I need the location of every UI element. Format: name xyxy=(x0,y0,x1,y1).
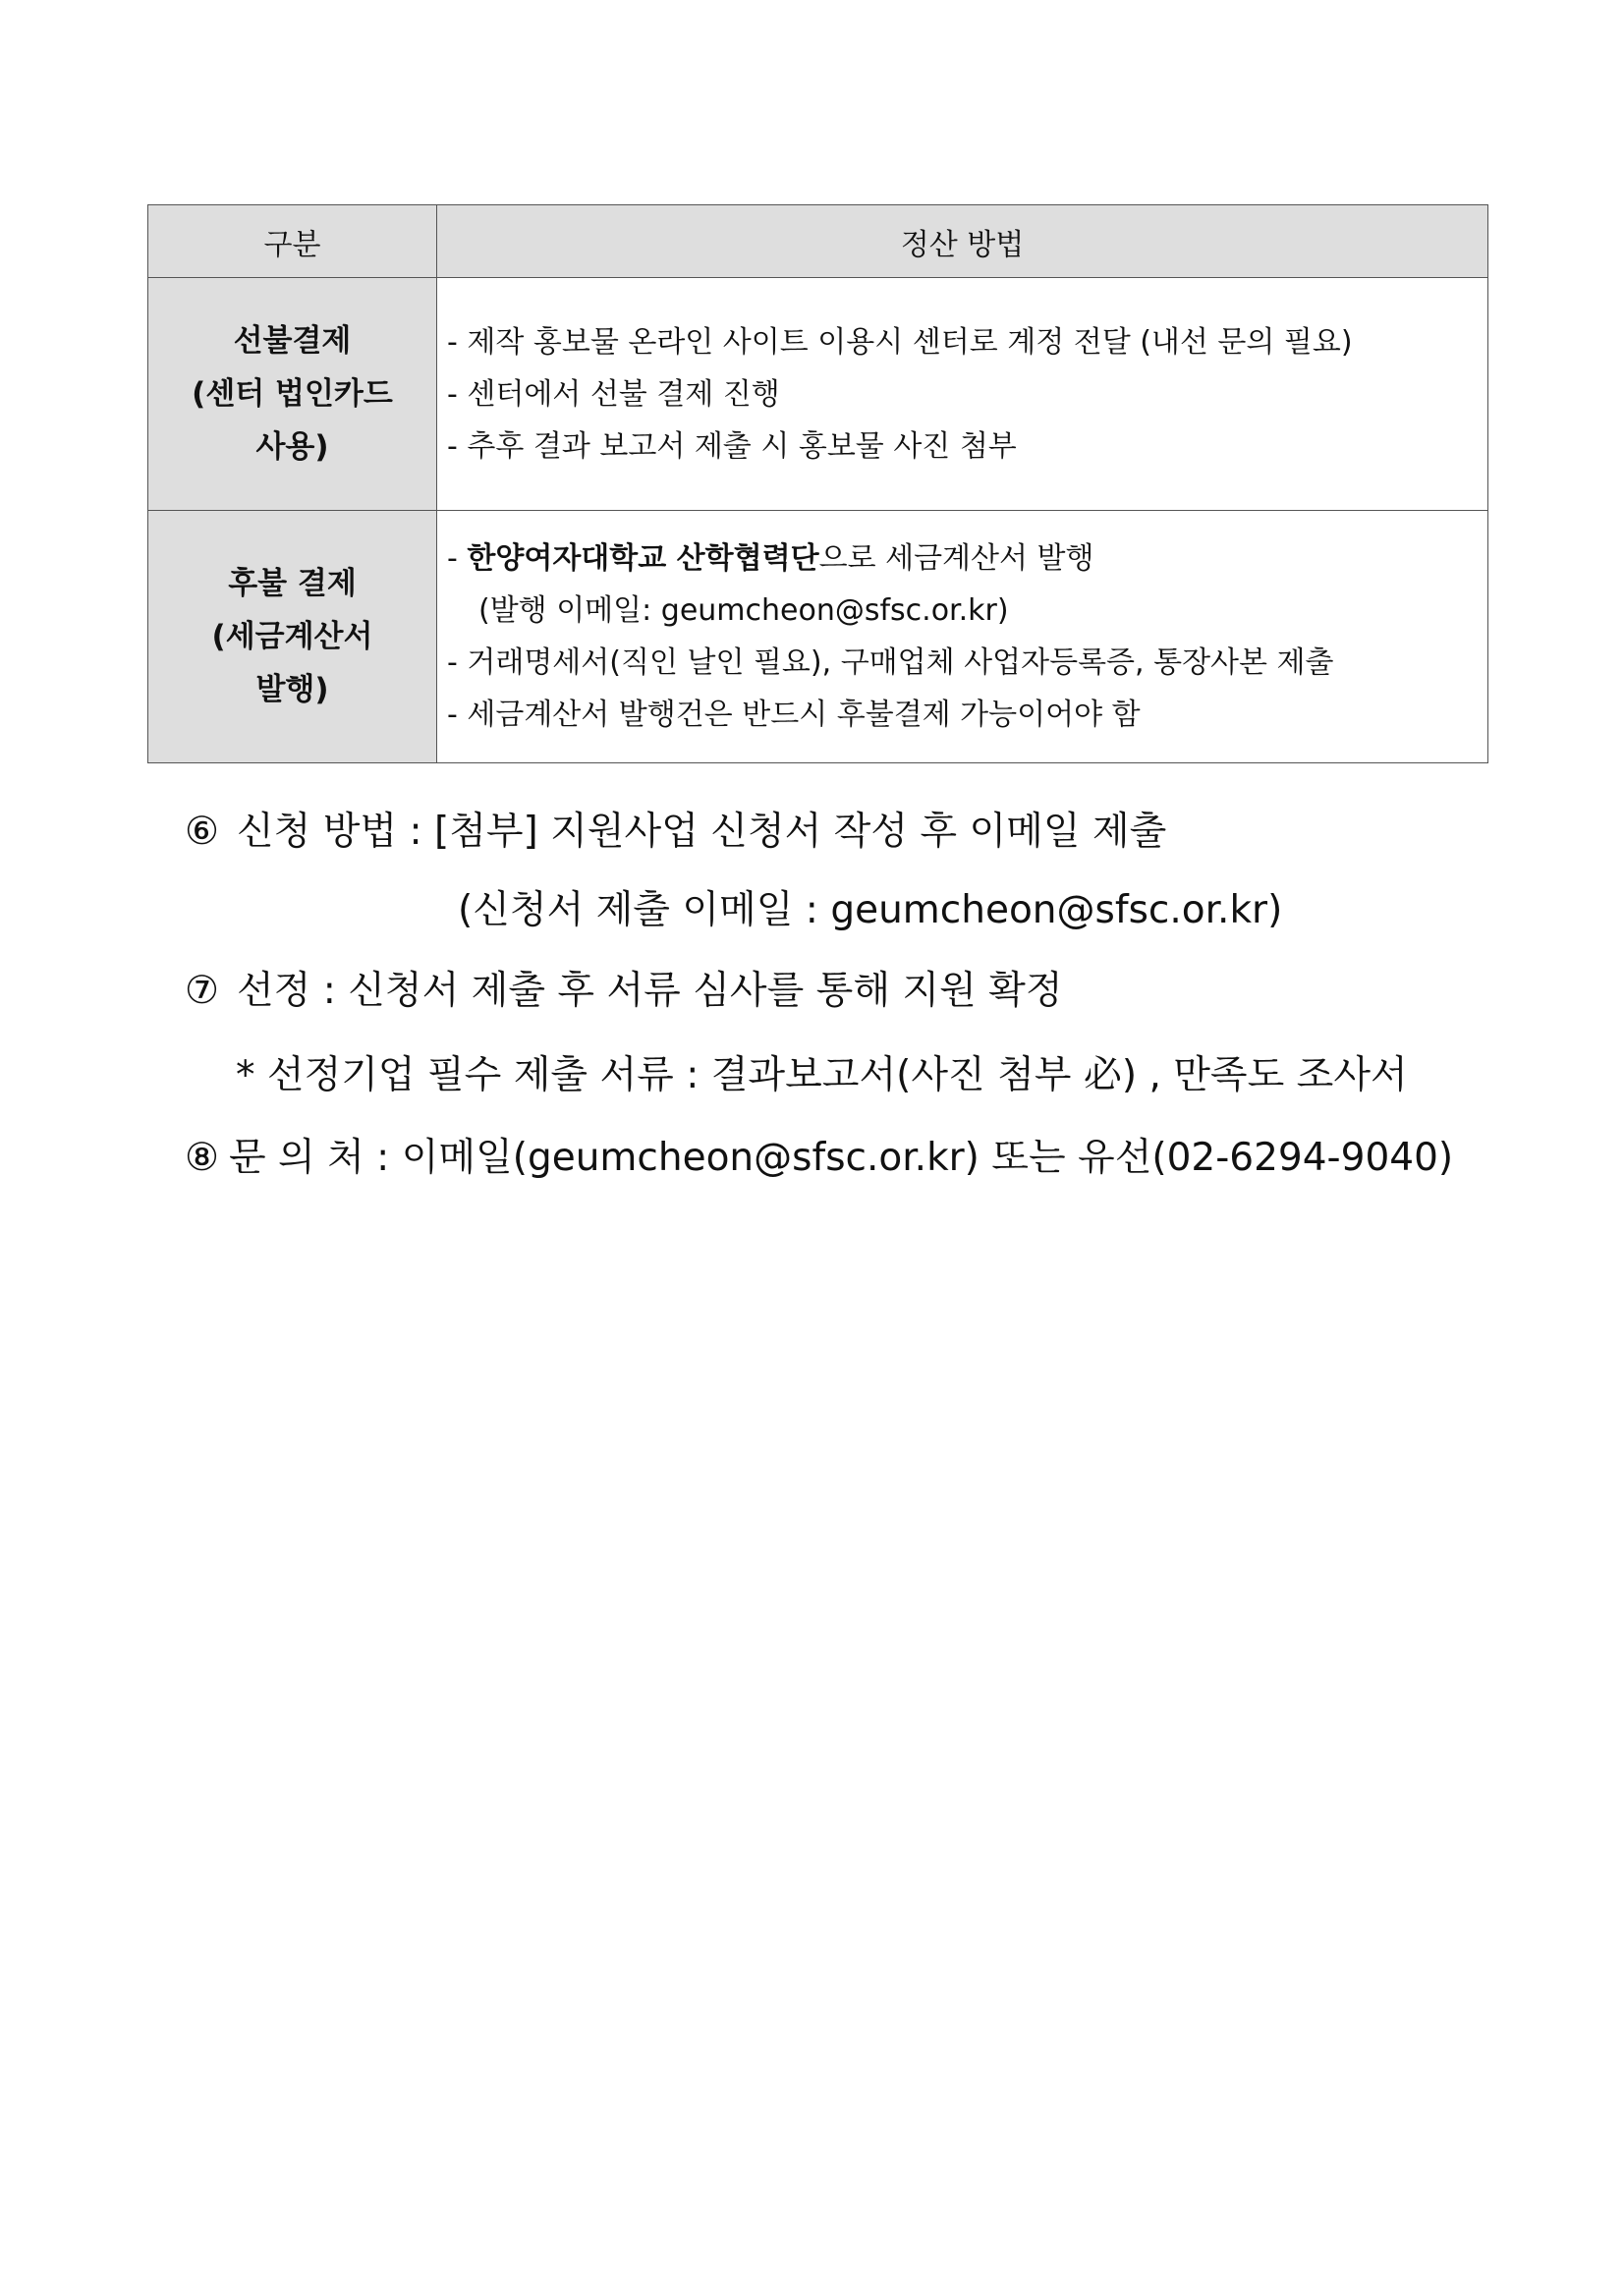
table-row xyxy=(148,278,1488,511)
table-header-row xyxy=(148,205,1488,278)
selection-item xyxy=(185,960,1063,1015)
item-number: ⑦ xyxy=(185,969,219,1013)
header-method: 정산 방법 xyxy=(437,205,1488,278)
method-prepaid xyxy=(437,278,1488,511)
method-line: - 세금계산서 발행건은 반드시 후불결제 가능이어야 함 xyxy=(447,698,1141,732)
category-line: 선불결제 xyxy=(233,323,352,359)
method-line: - 추후 결과 보고서 제출 시 홍보물 사진 첨부 xyxy=(447,428,1017,464)
category-line: 발행) xyxy=(255,672,329,707)
settlement-table xyxy=(147,204,1488,763)
dash: - xyxy=(447,541,468,576)
category-postpaid xyxy=(148,511,437,763)
contact-item xyxy=(185,1127,1453,1182)
method-line: - 제작 홍보물 온라인 사이트 이용시 센터로 계정 전달 (내선 문의 필요) xyxy=(447,324,1353,360)
header-category: 구분 xyxy=(148,205,437,278)
category-line: 사용) xyxy=(255,429,329,465)
item-text: 선정 : 신청서 제출 후 서류 심사를 통해 지원 확정 xyxy=(236,969,1063,1013)
method-text: 으로 세금계산서 발행 xyxy=(818,541,1094,576)
table-row xyxy=(148,511,1488,763)
category-line: (세금계산서 xyxy=(211,619,373,654)
category-prepaid xyxy=(148,278,437,511)
required-docs-note: * 선정기업 필수 제출 서류 : 결과보고서(사진 첨부 必) , 만족도 조사서 xyxy=(236,1053,1408,1097)
institution-name: 한양여자대학교 산학협력단 xyxy=(467,541,819,576)
method-line: - 거래명세서(직인 날인 필요), 구매업체 사업자등록증, 통장사본 제출 xyxy=(447,645,1334,680)
apply-method-item xyxy=(185,801,1166,856)
item-text: 신청 방법 : [첨부] 지원사업 신청서 작성 후 이메일 제출 xyxy=(236,810,1167,854)
category-line: (센터 법인카드 xyxy=(192,376,393,412)
method-line: - 센터에서 선불 결제 진행 xyxy=(447,376,780,412)
method-line xyxy=(447,532,1487,585)
item-text: 문 의 처 : 이메일(geumcheon@sfsc.or.kr) 또는 유선(02-6294-9040) xyxy=(228,1136,1454,1180)
invoice-email: (발행 이메일: geumcheon@sfsc.or.kr) xyxy=(478,593,1009,628)
item-number: ⑧ xyxy=(185,1136,219,1180)
item-number: ⑥ xyxy=(185,810,219,854)
apply-email-line: (신청서 제출 이메일 : geumcheon@sfsc.or.kr) xyxy=(458,888,1283,932)
category-line: 후불 결제 xyxy=(228,566,357,601)
method-postpaid xyxy=(437,511,1488,763)
